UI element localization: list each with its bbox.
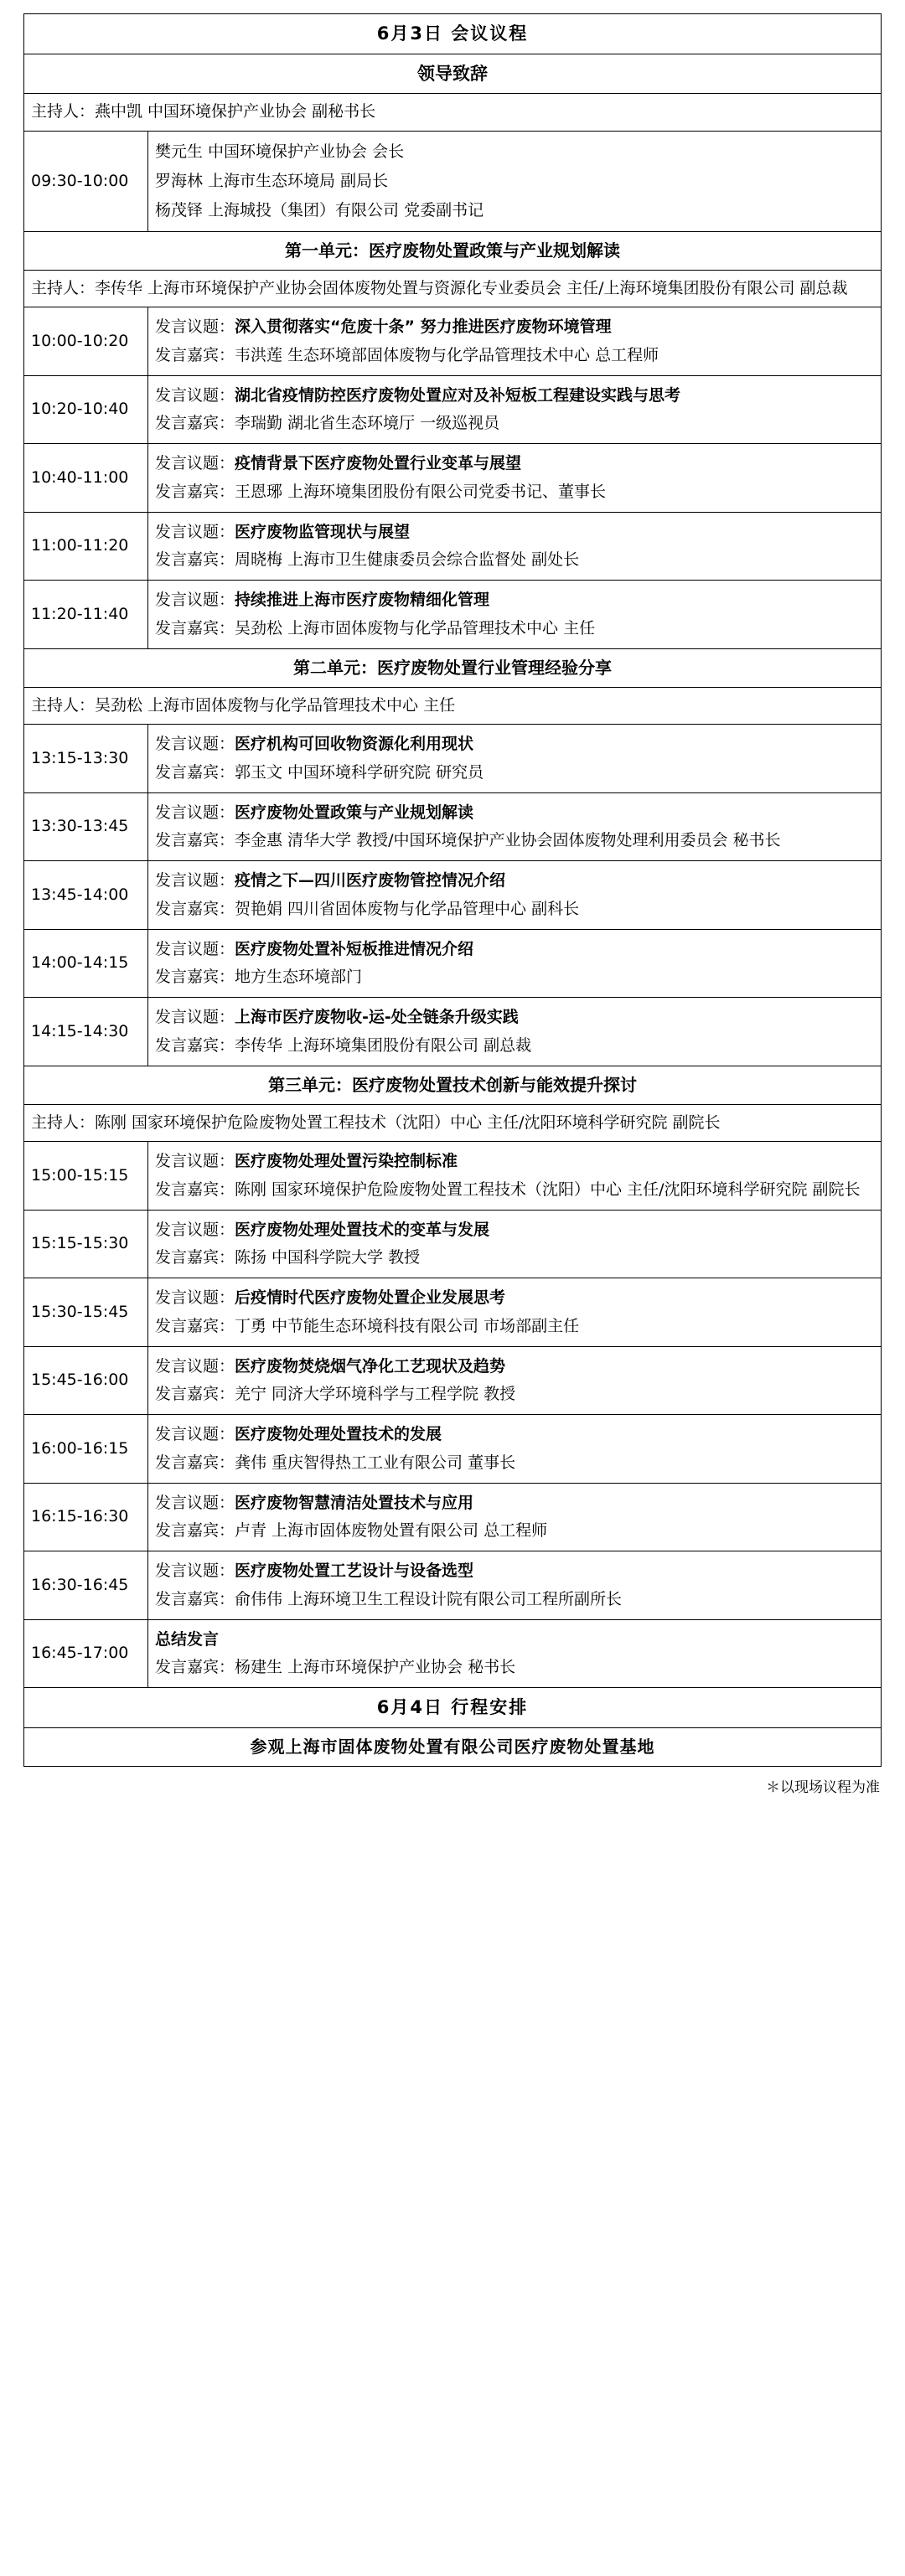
table-row [24, 998, 882, 1066]
agenda-table [23, 13, 882, 1767]
session-topic: 持续推进上海市医疗废物精细化管理 [235, 591, 490, 610]
footnote: ＊以现场议程为准 [766, 1778, 880, 1796]
session-time: 10:40-11:00 [24, 444, 148, 513]
session-topic: 上海市医疗废物收-运-处全链条升级实践 [235, 1008, 519, 1027]
guest-label: 发言嘉宾： [155, 1521, 235, 1541]
table-row [24, 131, 882, 231]
guest-label: 发言嘉宾： [155, 762, 235, 782]
topic-label: 发言议题： [155, 385, 235, 405]
session-detail [148, 998, 882, 1066]
session-time: 10:00-10:20 [24, 307, 148, 376]
session-topic: 医疗机构可回收物资源化利用现状 [235, 735, 474, 754]
table-row [24, 1210, 882, 1278]
session-time: 16:15-16:30 [24, 1483, 148, 1551]
table-row [24, 1688, 882, 1728]
session-detail [148, 1483, 882, 1551]
session-topic: 医疗废物处置政策与产业规划解读 [235, 803, 474, 822]
topic-label: 发言议题： [155, 1493, 235, 1512]
table-row [24, 14, 882, 54]
session-guest: 周晓梅 上海市卫生健康委员会综合监督处 副处长 [235, 550, 580, 570]
table-row [24, 1551, 882, 1620]
session-detail [148, 792, 882, 861]
table-row [24, 54, 882, 94]
session-guest: 地方生态环境部门 [235, 968, 363, 987]
opening-speakers [148, 131, 882, 231]
summary-guest: 杨建生 上海市环境保护产业协会 秘书长 [235, 1658, 516, 1677]
table-row [24, 375, 882, 444]
guest-label: 发言嘉宾： [155, 1248, 235, 1267]
session-detail [148, 1346, 882, 1415]
unit-1-host: 主持人：李传华 上海市环境保护产业协会固体废物处置与资源化专业委员会 主任/上海环境集团股份有限公司 副总裁 [24, 270, 882, 307]
session-detail [148, 1278, 882, 1347]
guest-label: 发言嘉宾： [155, 618, 235, 638]
session-guest: 羌宁 同济大学环境科学与工程学院 教授 [235, 1385, 516, 1404]
day2-title: 6月4日 行程安排 [24, 1688, 882, 1728]
list-item: 樊元生 中国环境保护产业协会 会长 [155, 142, 405, 161]
session-topic: 医疗废物智慧清洁处置技术与应用 [235, 1493, 474, 1512]
guest-label: 发言嘉宾： [155, 414, 235, 433]
table-row [24, 725, 882, 793]
table-row [24, 687, 882, 724]
session-time: 10:20-10:40 [24, 375, 148, 444]
session-topic: 湖北省疫情防控医疗废物处置应对及补短板工程建设实践与思考 [235, 385, 681, 405]
session-detail [148, 375, 882, 444]
session-topic: 医疗废物处理处置污染控制标准 [235, 1152, 458, 1171]
topic-label: 发言议题： [155, 522, 235, 541]
session-topic: 后疫情时代医疗废物处置企业发展思考 [235, 1288, 506, 1308]
session-topic: 疫情之下—四川医疗废物管控情况介绍 [235, 871, 506, 891]
topic-label: 发言议题： [155, 1356, 235, 1376]
unit-3-host: 主持人：陈刚 国家环境保护危险废物处置工程技术（沈阳）中心 主任/沈阳环境科学研究院 副院长 [24, 1104, 882, 1141]
session-guest: 李金惠 清华大学 教授/中国环境保护产业协会固体废物处理利用委员会 秘书长 [235, 831, 781, 850]
session-time: 13:15-13:30 [24, 725, 148, 793]
session-time: 13:30-13:45 [24, 792, 148, 861]
table-row [24, 1619, 882, 1688]
guest-label: 发言嘉宾： [155, 1316, 235, 1335]
topic-label: 发言议题： [155, 454, 235, 473]
table-row [24, 444, 882, 513]
session-detail [148, 512, 882, 581]
table-row [24, 512, 882, 581]
session-detail [148, 929, 882, 998]
guest-label: 发言嘉宾： [155, 345, 235, 364]
topic-label: 发言议题： [155, 317, 235, 337]
session-time: 15:45-16:00 [24, 1346, 148, 1415]
session-topic: 医疗废物处理处置技术的变革与发展 [235, 1220, 490, 1239]
guest-label: 发言嘉宾： [155, 831, 235, 850]
session-topic: 医疗废物处置补短板推进情况介绍 [235, 939, 474, 958]
topic-label: 发言议题： [155, 939, 235, 958]
guest-label: 发言嘉宾： [155, 1180, 235, 1199]
session-guest: 龚伟 重庆智得热工工业有限公司 董事长 [235, 1453, 516, 1472]
session-time: 16:30-16:45 [24, 1551, 148, 1620]
unit-3-title: 第三单元：医疗废物处置技术创新与能效提升探讨 [24, 1066, 882, 1104]
session-detail [148, 1210, 882, 1278]
day2-content: 参观上海市固体废物处置有限公司医疗废物处置基地 [24, 1727, 882, 1766]
session-guest: 丁勇 中节能生态环境科技有限公司 市场部副主任 [235, 1316, 580, 1335]
opening-time: 09:30-10:00 [24, 131, 148, 231]
table-row [24, 231, 882, 270]
session-detail [148, 444, 882, 513]
list-item: 罗海林 上海市生态环境局 副局长 [155, 171, 389, 190]
session-topic: 医疗废物焚烧烟气净化工艺现状及趋势 [235, 1356, 506, 1376]
table-row [24, 1142, 882, 1211]
guest-label: 发言嘉宾： [155, 968, 235, 987]
table-row [24, 1483, 882, 1551]
session-guest: 贺艳娟 四川省固体废物与化学品管理中心 副科长 [235, 899, 580, 918]
session-time: 15:30-15:45 [24, 1278, 148, 1347]
session-detail [148, 861, 882, 930]
session-detail [148, 1415, 882, 1484]
summary-detail [148, 1619, 882, 1688]
day1-title: 6月3日 会议议程 [24, 14, 882, 54]
list-item: 杨茂铎 上海城投（集团）有限公司 党委副书记 [155, 200, 484, 219]
topic-label: 发言议题： [155, 1220, 235, 1239]
session-detail [148, 725, 882, 793]
table-row [24, 792, 882, 861]
session-detail [148, 1142, 882, 1211]
session-topic: 医疗废物监管现状与展望 [235, 522, 411, 541]
table-row [24, 1346, 882, 1415]
topic-label: 发言议题： [155, 803, 235, 822]
topic-label: 发言议题： [155, 1425, 235, 1444]
guest-label: 发言嘉宾： [155, 550, 235, 570]
opening-host: 主持人：燕中凯 中国环境保护产业协会 副秘书长 [24, 94, 882, 131]
summary-time: 16:45-17:00 [24, 1619, 148, 1688]
topic-label: 发言议题： [155, 1008, 235, 1027]
unit-2-host: 主持人：吴劲松 上海市固体废物与化学品管理技术中心 主任 [24, 687, 882, 724]
topic-label: 发言议题： [155, 1152, 235, 1171]
session-guest: 卢青 上海市固体废物处置有限公司 总工程师 [235, 1521, 548, 1541]
session-guest: 郭玉文 中国环境科学研究院 研究员 [235, 762, 484, 782]
session-detail [148, 581, 882, 649]
session-guest: 韦洪莲 生态环境部固体废物与化学品管理技术中心 总工程师 [235, 345, 659, 364]
table-row [24, 307, 882, 376]
table-row [24, 861, 882, 930]
session-detail [148, 1551, 882, 1620]
table-row [24, 1278, 882, 1347]
unit-2-title: 第二单元：医疗废物处置行业管理经验分享 [24, 648, 882, 687]
guest-label: 发言嘉宾： [155, 1589, 235, 1608]
table-row [24, 581, 882, 649]
session-guest: 俞伟伟 上海环境卫生工程设计院有限公司工程所副所长 [235, 1589, 623, 1608]
session-time: 11:20-11:40 [24, 581, 148, 649]
session-guest: 王恩琊 上海环境集团股份有限公司党委书记、董事长 [235, 482, 607, 501]
session-time: 15:15-15:30 [24, 1210, 148, 1278]
session-time: 13:45-14:00 [24, 861, 148, 930]
guest-label: 发言嘉宾： [155, 482, 235, 501]
session-topic: 疫情背景下医疗废物处置行业变革与展望 [235, 454, 522, 473]
topic-label: 发言议题： [155, 1288, 235, 1308]
topic-label: 发言议题： [155, 591, 235, 610]
session-time: 14:15-14:30 [24, 998, 148, 1066]
session-topic: 医疗废物处置工艺设计与设备选型 [235, 1562, 474, 1581]
leader-speech-title: 领导致辞 [24, 54, 882, 94]
session-time: 11:00-11:20 [24, 512, 148, 581]
table-row [24, 1727, 882, 1766]
table-row [24, 648, 882, 687]
unit-1-title: 第一单元：医疗废物处置政策与产业规划解读 [24, 231, 882, 270]
guest-label: 发言嘉宾： [155, 1658, 235, 1677]
summary-topic: 总结发言 [155, 1629, 220, 1649]
session-guest: 吴劲松 上海市固体废物与化学品管理技术中心 主任 [235, 618, 596, 638]
session-topic: 深入贯彻落实“危废十条” 努力推进医疗废物环境管理 [235, 317, 612, 337]
session-guest: 李瑞勤 湖北省生态环境厅 一级巡视员 [235, 414, 500, 433]
table-row [24, 270, 882, 307]
table-row [24, 1104, 882, 1141]
topic-label: 发言议题： [155, 735, 235, 754]
guest-label: 发言嘉宾： [155, 899, 235, 918]
session-guest: 陈刚 国家环境保护危险废物处置工程技术（沈阳）中心 主任/沈阳环境科学研究院 副院长 [235, 1180, 861, 1199]
session-time: 15:00-15:15 [24, 1142, 148, 1211]
session-detail [148, 307, 882, 376]
table-row [24, 1066, 882, 1104]
session-time: 16:00-16:15 [24, 1415, 148, 1484]
topic-label: 发言议题： [155, 871, 235, 891]
session-time: 14:00-14:15 [24, 929, 148, 998]
topic-label: 发言议题： [155, 1562, 235, 1581]
session-topic: 医疗废物处理处置技术的发展 [235, 1425, 442, 1444]
table-row [24, 929, 882, 998]
guest-label: 发言嘉宾： [155, 1453, 235, 1472]
table-row [24, 94, 882, 131]
table-row [24, 1415, 882, 1484]
guest-label: 发言嘉宾： [155, 1385, 235, 1404]
session-guest: 陈扬 中国科学院大学 教授 [235, 1248, 421, 1267]
guest-label: 发言嘉宾： [155, 1035, 235, 1055]
session-guest: 李传华 上海环境集团股份有限公司 副总裁 [235, 1035, 532, 1055]
